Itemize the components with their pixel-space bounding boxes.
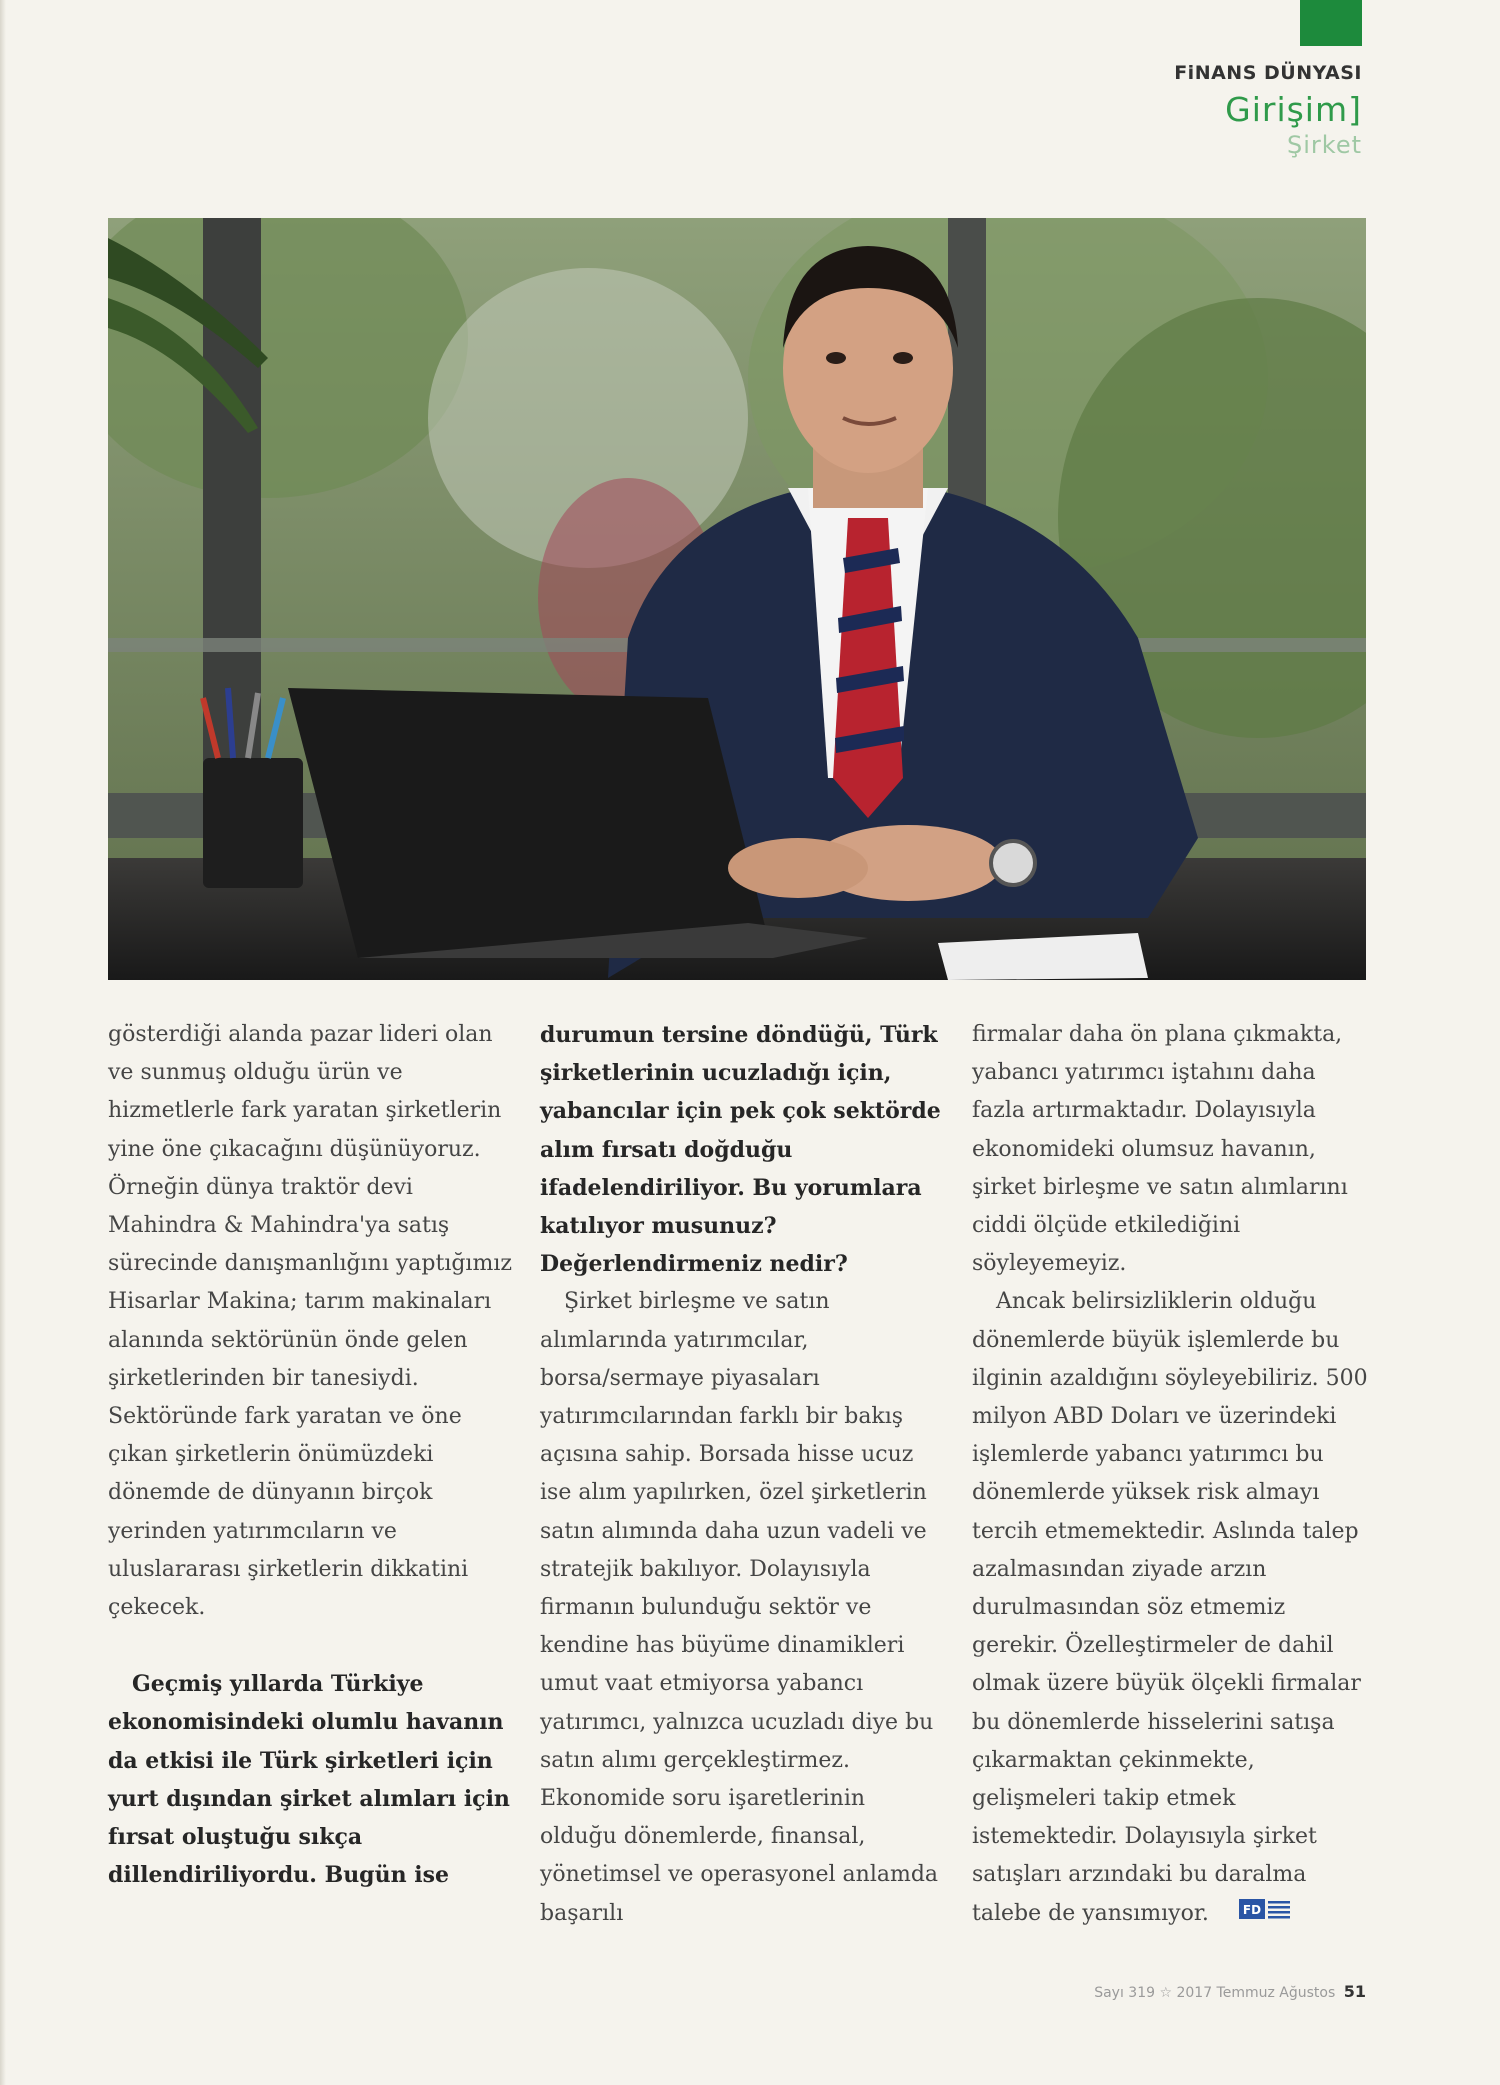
section-color-tab [1300,0,1362,46]
fd-logo-text: FD [1242,1902,1262,1917]
page-edge [0,0,6,2085]
column-3-paragraph-2 [972,1283,1372,1933]
column-3-paragraph-2-text: Ancak belirsizliklerin olduğu dönemlerde büyük işlemlerde bu ilginin azaldığını söyleyebiliriz. 500 milyon ABD Doları ve üzerindeki işlemlerde yabancı yatırımcı bu dönemlerde yüksek risk almayı tercih etmemektedir. Aslında talep azalmasından ziyade arzın durulmasından söz etmemiz gerekir. Özelleştirmeler de dahil olmak üzere büyük ölçekli firmalar bu dönemlerde hisselerini satışa çıkarmaktan çekinmekte, gelişmeleri takip etmek istemektedir. Dolayısıyla şirket satışları arzındaki bu daralma talebe de yansımıyor. [972,1289,1368,1926]
section-title: Girişim] [1225,90,1362,129]
paragraph-gap [108,1627,513,1665]
article-column-2 [540,1016,945,1933]
section-header [1174,62,1362,159]
column-1-paragraph-1: gösterdiği alanda pazar lideri olan ve sunmuş olduğu ürün ve hizmetlerle fark yaratan şirketlerin yine öne çıkacağını düşünüyoruz. Örneğin dünya traktör devi Mahindra & Mahindra'ya satış sürecinde danışmanlığını yaptığımız Hisarlar Makina; tarım makinaları alanında sektörünün önde gelen şirketlerinden bir tanesiydi. Sektöründe fark yaratan ve öne çıkan şirketlerin önümüzdeki dönemde de dünyanın birçok yerinden yatırımcıların ve uluslararası şirketlerin dikkatini çekecek. [108,1022,512,1621]
portrait-photo [108,218,1366,980]
interview-question-1-continued: durumun tersine döndüğü, Türk şirketlerinin ucuzladığı için, yabancılar için pek çok sektörde alım fırsatı doğduğu ifadelendiriliyor. Bu yorumlara katılıyor musunuz? Değerlendirmeniz nedir? [540,1022,941,1278]
interview-question-1: Geçmiş yıllarda Türkiye ekonomisindeki olumlu havanın da etkisi ile Türk şirketleri için yurt dışından şirket alımları için fırsat oluştuğu sıkça dillendiriliyordu. Bugün ise [108,1671,510,1889]
portrait-photo-illustration [108,218,1366,980]
article-column-3 [972,1016,1372,1933]
article-column-1 [108,1016,513,1894]
section-subtitle: Şirket [1287,131,1362,159]
fd-end-logo-icon [1215,1895,1291,1933]
page-number: 51 [1343,1982,1366,2001]
column-3-paragraph-1: firmalar daha ön plana çıkmakta, yabancı yatırımcı iştahını daha fazla artırmaktadır. Dolayısıyla ekonomideki olumsuz havanın, şirket birleşme ve satın alımlarını ciddi ölçüde etkilediğini söyleyemeyiz. [972,1022,1348,1277]
page-footer [1094,1982,1366,2001]
issue-info: Sayı 319 ☆ 2017 Temmuz Ağustos [1094,1985,1336,2001]
section-label: FiNANS DÜNYASI [1174,62,1362,84]
column-2-paragraph-1: Şirket birleşme ve satın alımlarında yatırımcılar, borsa/sermaye piyasaları yatırımcılarından farklı bir bakış açısına sahip. Borsada hisse ucuz ise alım yapılırken, özel şirketlerin satın alımında daha uzun vadeli ve stratejik bakılıyor. Dolayısıyla firmanın bulunduğu sektör ve kendine has büyüme dinamikleri umut vaat etmiyorsa yabancı yatırımcı, yalnızca ucuzladı diye bu satın alımı gerçekleştirmez. Ekonomide soru işaretlerinin olduğu dönemlerde, finansal, yönetimsel ve operasyonel anlamda başarılı [540,1289,939,1926]
